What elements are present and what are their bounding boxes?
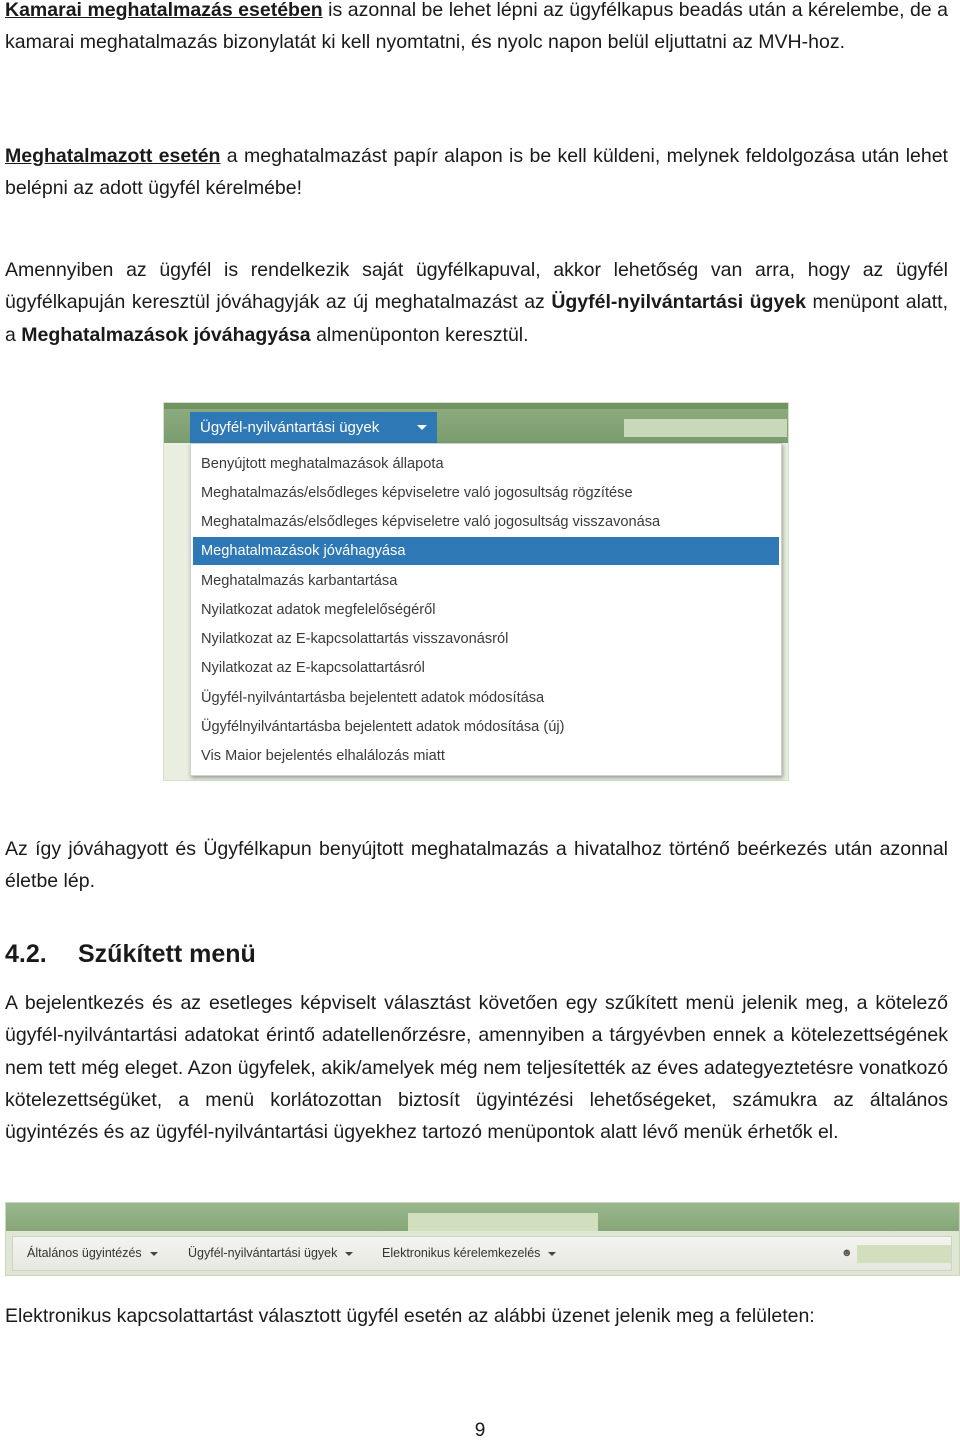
menu-item[interactable]: Benyújtott meghatalmazások állapota	[201, 456, 444, 472]
header-field	[624, 419, 787, 437]
menu-item[interactable]: Nyilatkozat adatok megfelelőségéről	[201, 602, 436, 618]
paragraph-text: a meghatalmazást papír alapon is be kell küldeni, melynek feldolgozása után lehet belépni az adott ügyfél kérelmébe!	[5, 145, 948, 200]
paragraph-text: is azonnal be lehet lépni az ügyfélkapus beadás után a kérelembe, de a kamarai meghatalmazás bizonylatát ki kell nyomtatni, és nyolc napon belül eljuttatni az MVH-hoz.	[5, 0, 948, 54]
paragraph-restricted-menu: A bejelentkezés és az esetleges képviselt választást követően egy szűkített menü jelenik meg, a kötelező ügyfél-nyilvántartási adatokat érintő adatellenőrzésre, amennyiben a tárgyévben ennek a kötelezettségének nem tett még eleget. Azon ügyfelek, akik/amelyek még nem teljesítették az éves adategyeztetésre vonatkozó kötelezettségüket, a menü korlátozottan biztosít ügyintézési lehetőségeket, számukra az általános ügyintézés és az ügyfél-nyilvántartási ügyekhez tartozó menüpontok alatt lévő menük érhetők el.	[5, 992, 948, 1144]
nav-label: Ügyfél-nyilvántartási ügyek	[188, 1246, 338, 1260]
paragraph-chamber-authorization	[5, 0, 948, 59]
chevron-down-icon	[345, 1252, 353, 1256]
chevron-down-icon	[150, 1252, 158, 1256]
chevron-down-icon	[548, 1252, 556, 1256]
menu-item[interactable]: Meghatalmazás karbantartása	[201, 573, 398, 589]
user-field	[857, 1245, 951, 1263]
menu-item[interactable]: Vis Maior bejelentés elhalálozás miatt	[201, 748, 445, 764]
emphasis-menu: Ügyfél-nyilvántartási ügyek	[551, 291, 806, 314]
paragraph-text: almenüponton keresztül.	[310, 323, 529, 346]
nav-label: Elektronikus kérelemkezelés	[382, 1246, 541, 1260]
paragraph-approval	[5, 254, 948, 351]
paragraph-electronic-contact: Elektronikus kapcsolattartást választott ügyfél esetén az alábbi üzenet jelenik meg a felületen:	[5, 1305, 815, 1327]
section-heading	[5, 940, 256, 969]
menu-item[interactable]: Meghatalmazás/elsődleges képviseletre való jogosultság rögzítése	[201, 485, 633, 501]
nav-client-registry[interactable]	[188, 1237, 353, 1270]
menu-item-active[interactable]: Meghatalmazások jóváhagyása	[193, 537, 779, 565]
screenshot-restricted-menu	[5, 1202, 960, 1276]
emphasis-chamber: Kamarai meghatalmazás esetében	[5, 0, 323, 21]
nav-electronic-requests[interactable]	[382, 1237, 556, 1270]
paragraph-text: Amennyiben az ügyfél is rendelkezik saját ügyfélkapuval, akkor lehetőség van arra, hogy az ügyfél ügyfélkapuján keresztül jóváhagyják az új meghatalmazást az	[5, 259, 948, 314]
section-title: Szűkített menü	[78, 940, 256, 968]
user-icon[interactable]: ☻	[841, 1247, 853, 1259]
dropdown-list	[190, 443, 782, 776]
emphasis-authorized: Meghatalmazott esetén	[5, 145, 221, 167]
paragraph-authorized	[5, 140, 948, 205]
menu-item[interactable]: Ügyfélnyilvántartásba bejelentett adatok módosítása (új)	[201, 719, 565, 735]
menu-item[interactable]: Meghatalmazás/elsődleges képviseletre való jogosultság visszavonása	[201, 514, 661, 530]
nav-bar	[12, 1236, 952, 1271]
menu-item[interactable]: Nyilatkozat az E-kapcsolattartásról	[201, 660, 425, 676]
chevron-down-icon	[417, 425, 427, 430]
section-number: 4.2.	[5, 940, 47, 968]
nav-label: Általános ügyintézés	[27, 1246, 142, 1260]
nav-general[interactable]	[27, 1237, 158, 1270]
paragraph-effective: Az így jóváhagyott és Ügyfélkapun benyújtott meghatalmazás a hivatalhoz történő beérkezés után azonnal életbe lép.	[5, 838, 948, 893]
menu-item[interactable]: Ügyfél-nyilvántartásba bejelentett adatok módosítása	[201, 690, 545, 706]
header-field	[408, 1213, 598, 1231]
page-number: 9	[474, 1420, 486, 1441]
screenshot-dropdown-menu	[163, 402, 789, 781]
emphasis-submenu: Meghatalmazások jóváhagyása	[21, 323, 311, 346]
paragraph-text: menüpont alatt, a	[5, 291, 948, 346]
menu-tab-label: Ügyfél-nyilvántartási ügyek	[200, 419, 380, 436]
menu-item[interactable]: Nyilatkozat az E-kapcsolattartás visszavonásról	[201, 631, 509, 647]
menu-tab-client-registry[interactable]	[190, 412, 437, 443]
